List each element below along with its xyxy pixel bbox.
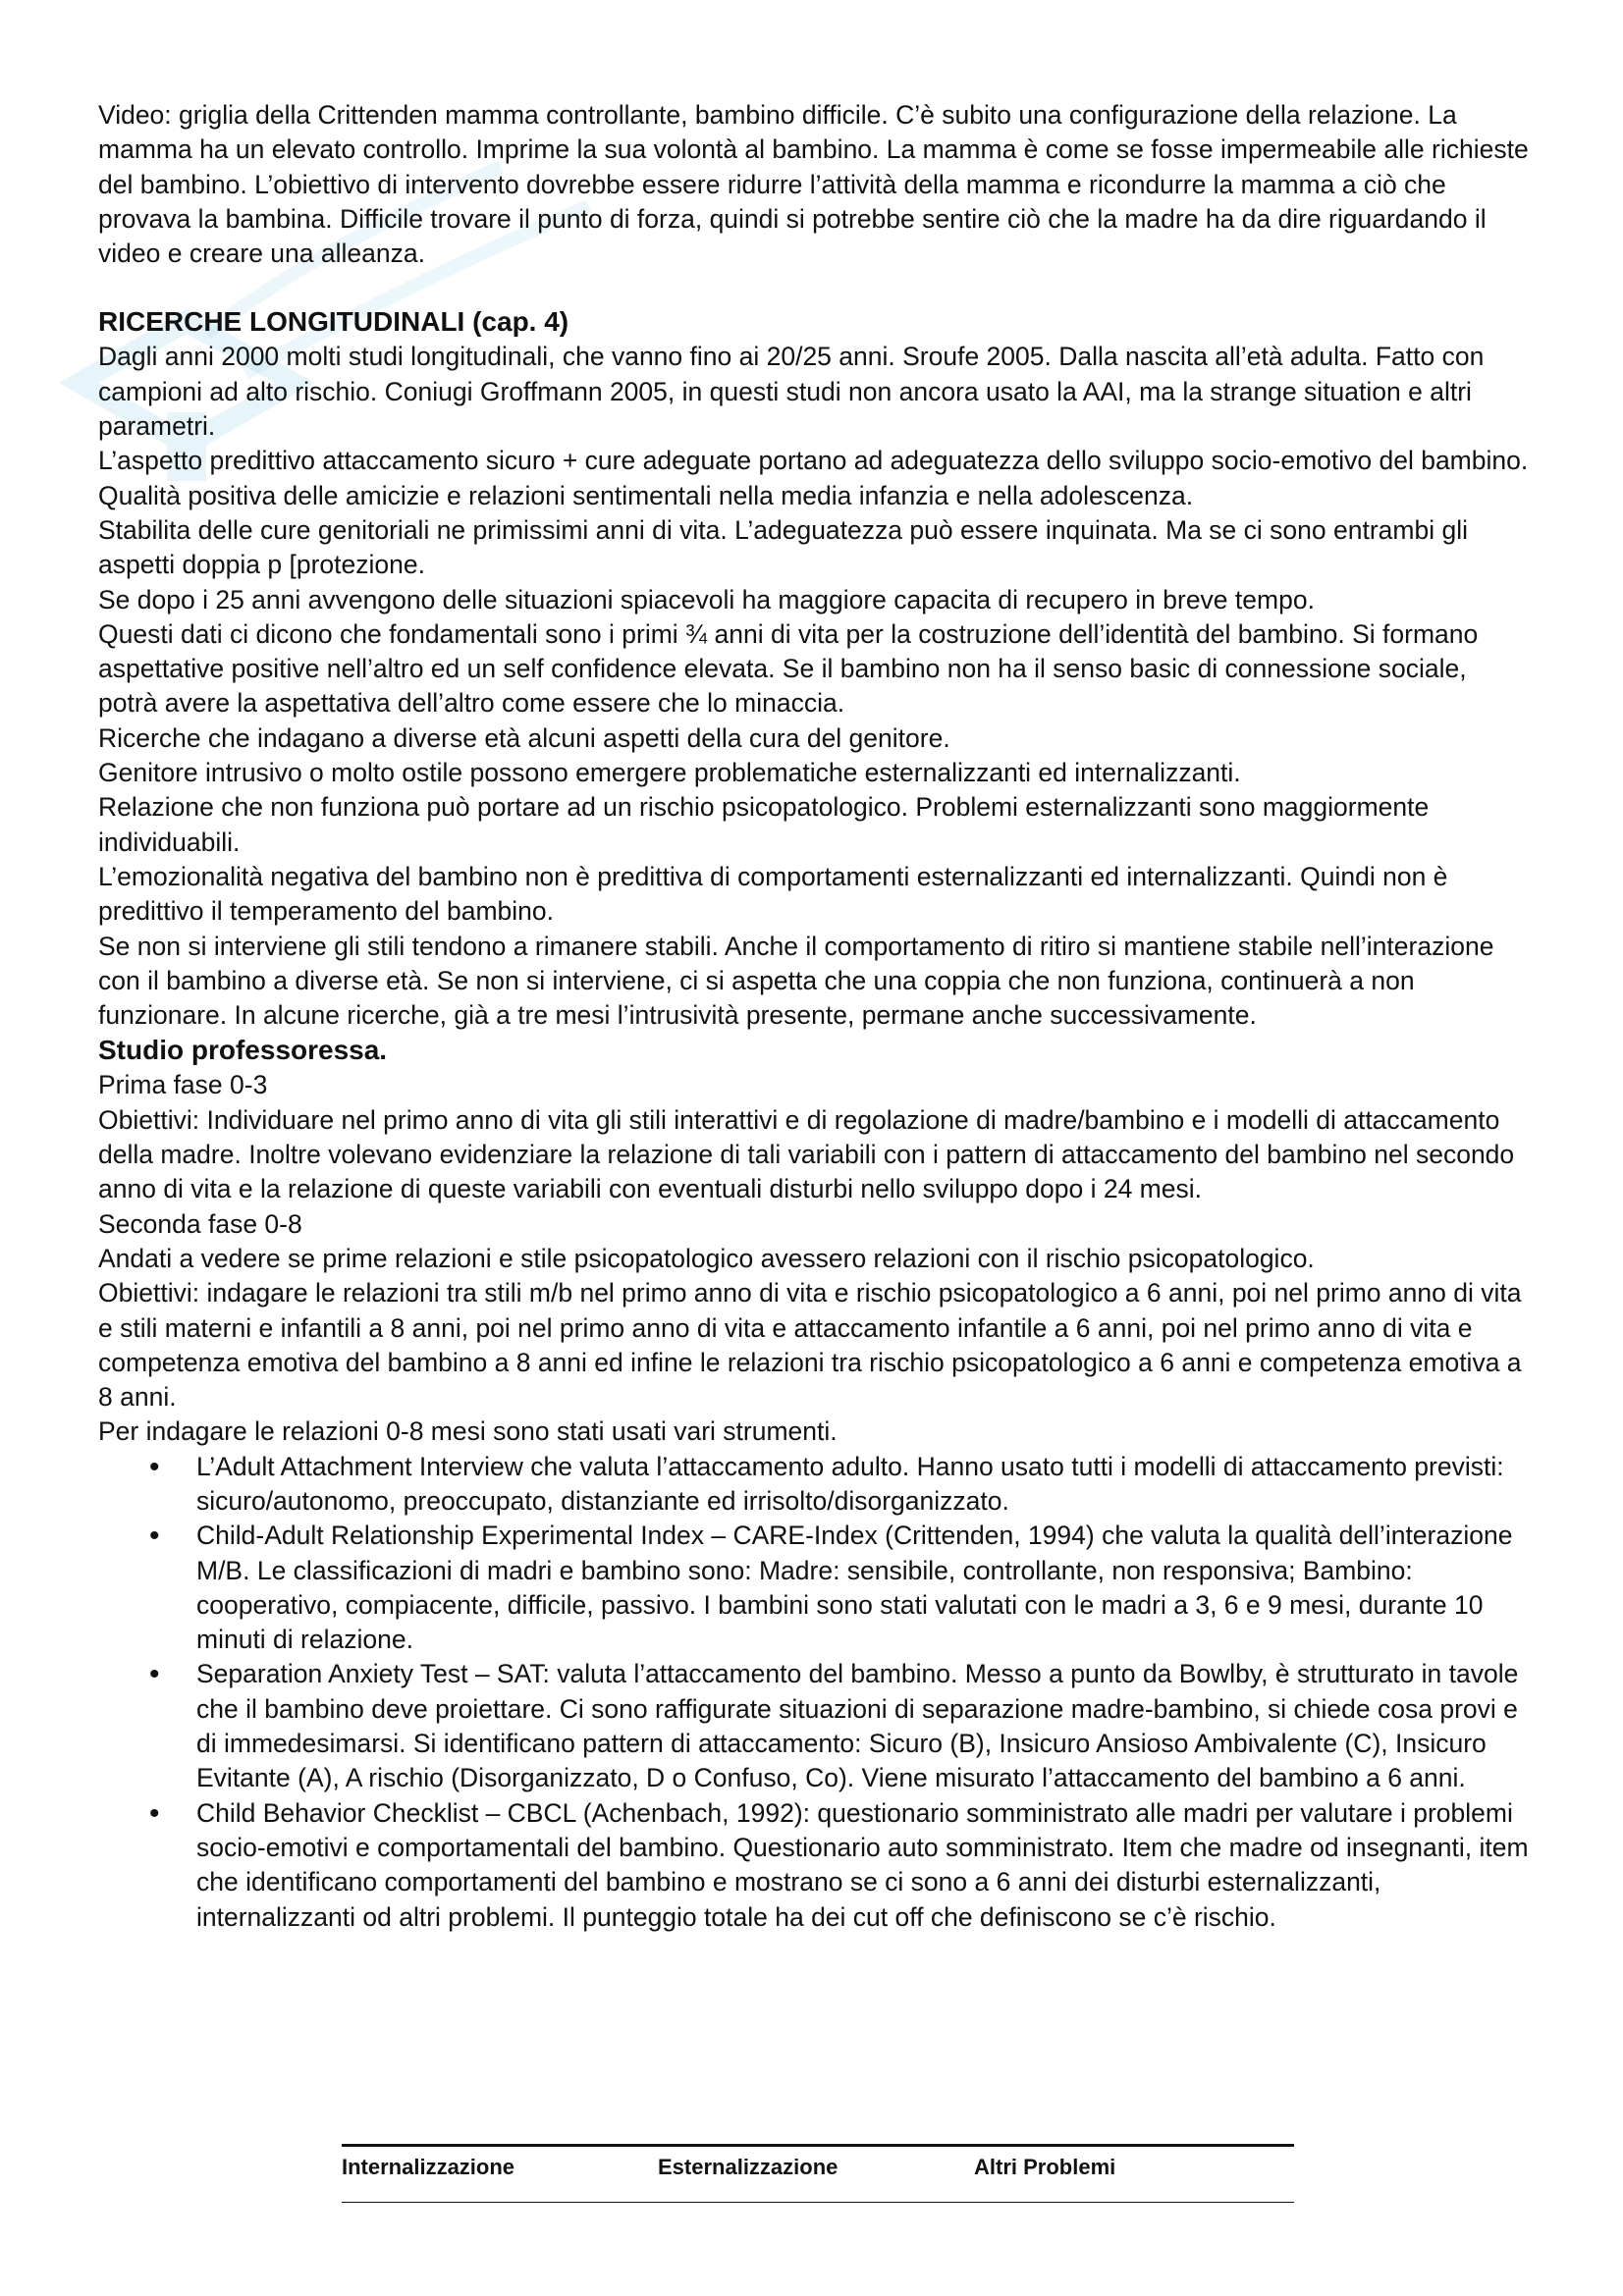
table-header-altri-problemi: Altri Problemi <box>974 2155 1116 2179</box>
paragraph: Per indagare le relazioni 0-8 mesi sono stati usati vari strumenti. <box>98 1416 838 1447</box>
paragraph: Genitore intrusivo o molto ostile possono emergere problematiche esternalizzanti ed internalizzanti. <box>98 758 1241 788</box>
list-item: • Child Behavior Checklist – CBCL (Achenbach, 1992): questionario somministrato alle madri per valutare i problemi socio-emotivi e comportamentali del bambino. Questionario auto somministrato. Item che madre od insegnanti, item che identificano comportamenti del bambino e mostrano se ci sono a 6 anni dei disturbi esternalizzanti, internalizzanti od altri problemi. Il punteggio totale ha dei cut off che definiscono se c’è rischio. <box>196 1796 1532 1935</box>
paragraph: Dagli anni 2000 molti studi longitudinali, che vanno fino ai 20/25 anni. Sroufe 2005. Dalla nascita all’età adulta. Fatto con campioni ad alto rischio. Coniugi Groffmann 2005, in questi studi non ancora usato la AAI, ma la strange situation e altri parametri. <box>98 342 1485 442</box>
list-item: • L’Adult Attachment Interview che valuta l’attaccamento adulto. Hanno usato tutti i modelli di attaccamento previsti: sicuro/autonomo, preoccupato, distanziante ed irrisolto/disorganizzato. <box>196 1450 1532 1520</box>
paragraph: Obiettivi: indagare le relazioni tra stili m/b nel primo anno di vita e rischio psicopatologico a 6 anni, poi nel primo anno di vita e stili materni e infantili a 8 anni, poi nel primo anno di vita e attaccamento infantile a 6 anni, poi nel primo anno di vita e competenza emotiva del bambino a 8 anni ed infine le relazioni tra rischio psicopatologico a 6 anni e competenza emotiva a 8 anni. <box>98 1278 1522 1413</box>
phase-title: Prima fase 0-3 <box>98 1070 268 1100</box>
section-heading-study: Studio professoressa. <box>98 1035 388 1066</box>
paragraph: Obiettivi: Individuare nel primo anno di vita gli stili interattivi e di regolazione di madre/bambino e i modelli di attaccamento della madre. Inoltre volevano evidenziare la relazione di tali variabili con i pattern di attaccamento del bambino nel secondo anno di vita e la relazione di queste variabili con eventuali disturbi nello sviluppo dopo i 24 mesi. <box>98 1104 1515 1204</box>
paragraph: Se non si interviene gli stili tendono a rimanere stabili. Anche il comportamento di ritiro si mantiene stabile nell’interazione con il bambino a diverse età. Se non si interviene, ci si aspetta che una coppia che non funziona, continuerà a non funzionare. In alcune ricerche, già a tre mesi l’intrusività presente, permane anche successivamente. <box>98 931 1494 1031</box>
table-header-esternalizzazione: Esternalizzazione <box>658 2155 839 2179</box>
paragraph: Questi dati ci dicono che fondamentali sono i primi ¾ anni di vita per la costruzione dell’identità del bambino. Si formano aspettative positive nell’altro ed un self confidence elevata. Se il bambino non ha il senso basic di connessione sociale, potrà avere la aspettativa dell’altro come essere che lo minaccia. <box>98 618 1479 719</box>
document-page <box>98 98 1532 1935</box>
paragraph: Relazione che non funziona può portare ad un rischio psicopatologico. Problemi esternalizzanti sono maggiormente individuabili. <box>98 792 1430 857</box>
paragraph: Andati a vedere se prime relazioni e stile psicopatologico avessero relazioni con il rischio psicopatologico. <box>98 1243 1315 1273</box>
phase-title: Seconda fase 0-8 <box>98 1208 302 1239</box>
video-paragraph: Video: griglia della Crittenden mamma controllante, bambino difficile. C’è subito una configurazione della relazione. La mamma ha un elevato controllo. Imprime la sua volontà al bambino. La mamma è come se fosse impermeabile alle richieste del bambino. L’obiettivo di intervento dovrebbe essere ridurre l’attività della mamma e ricondurre la mamma a ciò che provava la bambina. Difficile trovare il punto di forza, quindi si potrebbe sentire ciò che la madre ha da dire riguardando il video e creare una alleanza. <box>98 100 1529 269</box>
section-gap <box>98 271 1532 304</box>
paragraph: Ricerche che indagano a diverse età alcuni aspetti della cura del genitore. <box>98 722 950 753</box>
list-item: • Separation Anxiety Test – SAT: valuta l’attaccamento del bambino. Messo a punto da Bowlby, è strutturato in tavole che il bambino deve proiettare. Ci sono raffigurate situazioni di separazione madre-bambino, si chiede cosa provi e di immedesimarsi. Si identificano pattern di attaccamento: Sicuro (B), Insicuro Ansioso Ambivalente (C), Insicuro Evitante (A), A rischio (Disorganizzato, D o Confuso, Co). Viene misurato l’attaccamento del bambino a 6 anni. <box>196 1657 1532 1795</box>
paragraph: L’aspetto predittivo attaccamento sicuro + cure adeguate portano ad adeguatezza dello sviluppo socio-emotivo del bambino. Qualità positiva delle amicizie e relazioni sentimentali nella media infanzia e nella adolescenza. <box>98 446 1529 510</box>
tools-list <box>98 1450 1532 1935</box>
table-header-internalizzazione: Internalizzazione <box>342 2155 515 2179</box>
paragraph: L’emozionalità negativa del bambino non è predittiva di comportamenti esternalizzanti ed internalizzanti. Quindi non è predittivo il temperamento del bambino. <box>98 861 1448 927</box>
paragraph: Stabilita delle cure genitoriali ne primissimi anni di vita. L’adeguatezza può essere inquinata. Ma se ci sono entrambi gli aspetti doppia p [protezione. <box>98 514 1468 580</box>
paragraph: Se dopo i 25 anni avvengono delle situazioni spiacevoli ha maggiore capacita di recupero in breve tempo. <box>98 584 1315 614</box>
cbcl-table <box>342 2144 1294 2203</box>
section-heading-longitudinal: RICERCHE LONGITUDINALI (cap. 4) <box>98 306 569 338</box>
list-item: • Child-Adult Relationship Experimental Index – CARE-Index (Crittenden, 1994) che valuta la qualità dell’interazione M/B. Le classificazioni di madri e bambino sono: Madre: sensibile, controllante, non responsiva; Bambino: cooperativo, compiacente, difficile, passivo. I bambini sono stati valutati con le madri a 3, 6 e 9 mesi, durante 10 minuti di relazione. <box>196 1519 1532 1657</box>
